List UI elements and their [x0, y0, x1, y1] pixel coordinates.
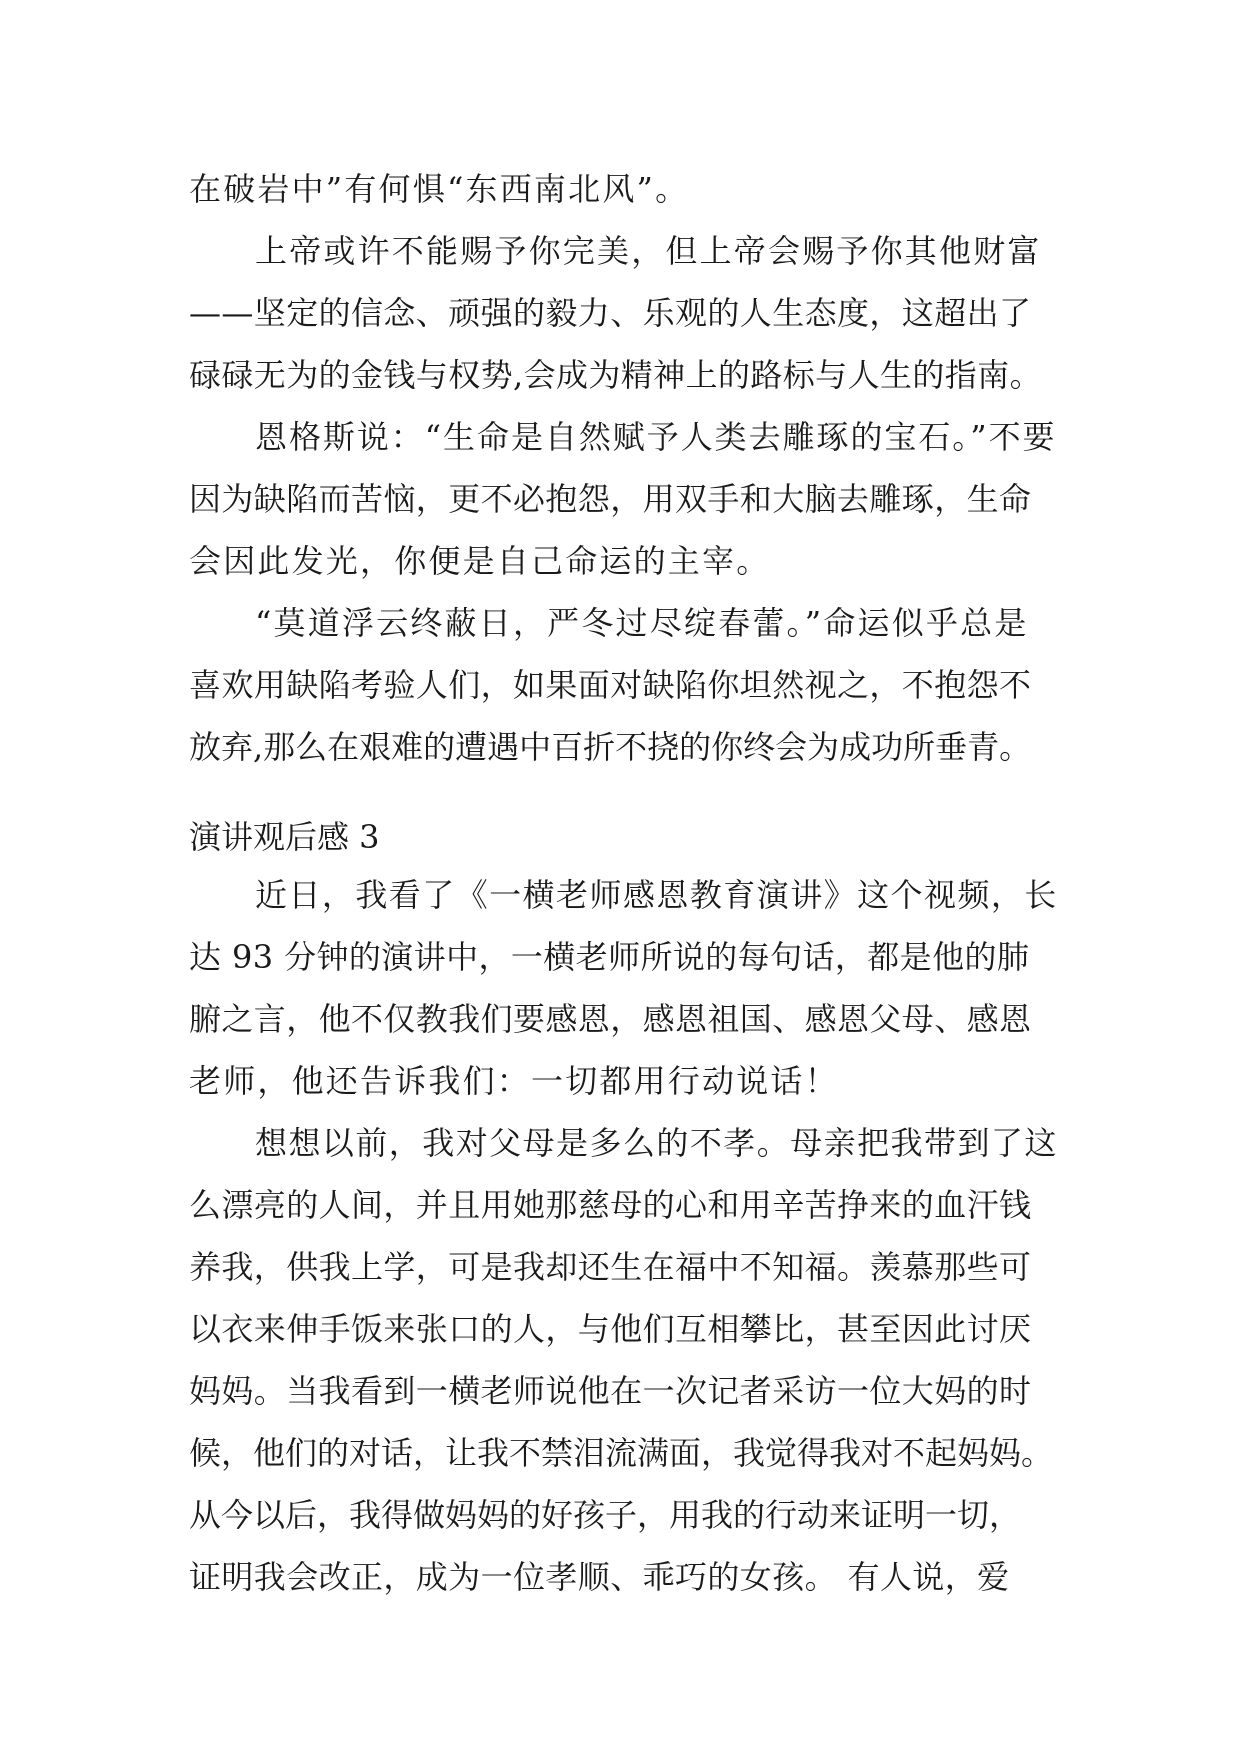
text-line: 么漂亮的人间，并且用她那慈母的心和用辛苦挣来的血汗钱 — [189, 1186, 1032, 1224]
paragraph-start-line: 恩格斯说：“生命是自然赋予人类去雕琢的宝石。”不要 — [255, 418, 1057, 456]
text-line: 养我，供我上学，可是我却还生在福中不知福。羡慕那些可 — [189, 1248, 1032, 1286]
text-line: 在破岩中”有何惧“东西南北风”。 — [189, 170, 690, 208]
text-line: 碌碌无为的金钱与权势,会成为精神上的路标与人生的指南。 — [189, 356, 1042, 394]
text-line: 老师，他还告诉我们：一切都用行动说话！ — [189, 1062, 839, 1100]
text-line: 喜欢用缺陷考验人们，如果面对缺陷你坦然视之，不抱怨不 — [189, 666, 1032, 704]
text-line: 会因此发光，你便是自己命运的主宰。 — [189, 542, 771, 580]
text-line: 证明我会改正，成为一位孝顺、乖巧的女孩。 有人说，爱 — [189, 1558, 1010, 1596]
paragraph-start-line: 想想以前，我对父母是多么的不孝。母亲把我带到了这 — [255, 1124, 1058, 1162]
text-line: 放弃,那么在艰难的遭遇中百折不挠的你终会为成功所垂青。 — [189, 728, 1032, 766]
text-line: 从今以后，我得做妈妈的好孩子，用我的行动来证明一切， — [189, 1496, 1022, 1534]
paragraph-start-line: 上帝或许不能赐予你完美，但上帝会赐予你其他财富 — [255, 232, 1042, 270]
text-line: ——坚定的信念、顽强的毅力、乐观的人生态度，这超出了 — [189, 294, 1032, 332]
paragraph-start-line: “莫道浮云终蔽日，严冬过尽绽春蕾。”命运似乎总是 — [255, 604, 1029, 642]
text-line: 腑之言，他不仅教我们要感恩，感恩祖国、感恩父母、感恩 — [189, 1000, 1032, 1038]
text-line: 妈妈。当我看到一横老师说他在一次记者采访一位大妈的时 — [189, 1372, 1032, 1410]
paragraph-start-line: 近日，我看了《一横老师感恩教育演讲》这个视频，长 — [255, 876, 1058, 914]
text-line: 因为缺陷而苦恼，更不必抱怨，用双手和大脑去雕琢，生命 — [189, 480, 1032, 518]
text-line: 达 93 分钟的演讲中，一横老师所说的每句话，都是他的肺 — [189, 938, 1030, 976]
section-heading: 演讲观后感 3 — [189, 818, 380, 856]
text-line: 候，他们的对话，让我不禁泪流满面，我觉得我对不起妈妈。 — [189, 1434, 1054, 1472]
text-line: 以衣来伸手饭来张口的人，与他们互相攀比，甚至因此讨厌 — [189, 1310, 1032, 1348]
